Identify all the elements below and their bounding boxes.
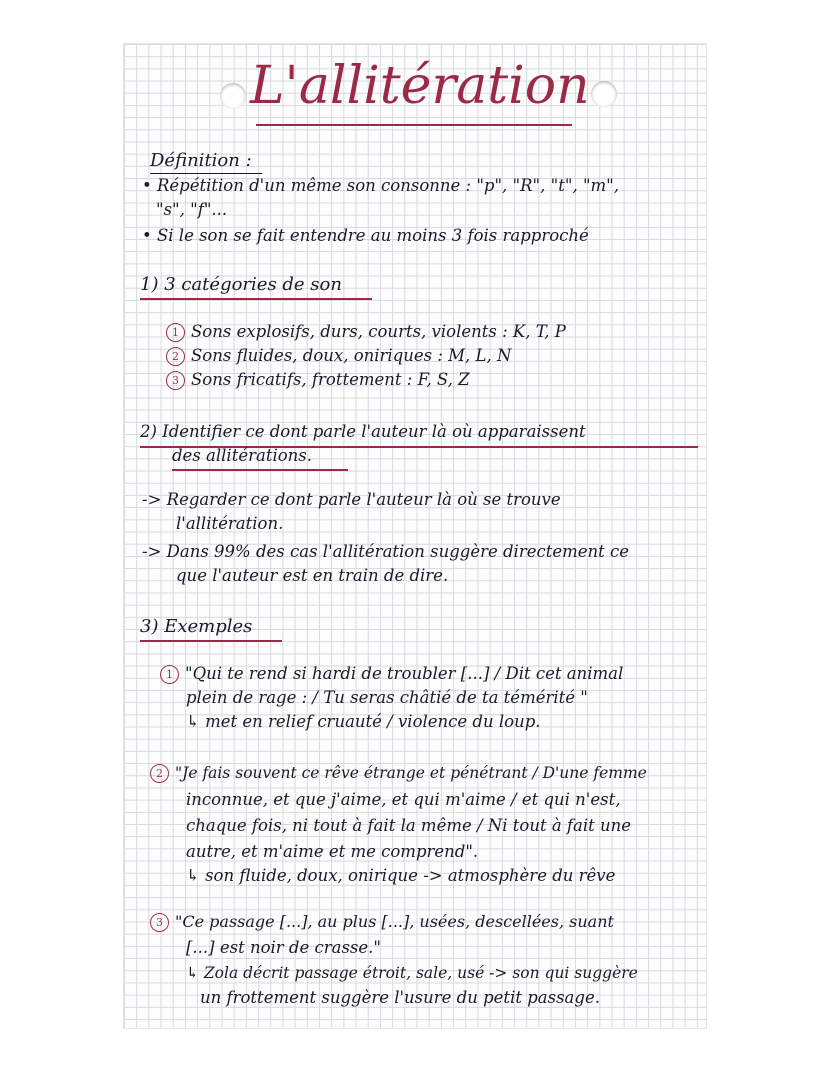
section1-item-text: Sons explosifs, durs, courts, violents : K, T, P: [191, 322, 566, 341]
example-2-line: chaque fois, ni tout à fait la même / Ni tout à fait une: [186, 816, 632, 835]
section1-underline: [140, 298, 372, 300]
section2-underline-2: [172, 469, 348, 471]
example-3-line: [...] est noir de crasse.": [186, 938, 382, 957]
example-3-text: "Ce passage [...], au plus [...], usées, descellées, suant: [175, 912, 614, 931]
circled-number: 2: [150, 764, 169, 783]
example-3-comment: ↳ Zola décrit passage étroit, sale, usé -> son qui suggère: [186, 964, 638, 982]
circled-number: 2: [166, 347, 185, 366]
section1-item: [166, 322, 566, 342]
section2-heading-line1: 2) Identifier ce dont parle l'auteur là où apparaissent: [140, 422, 586, 441]
example-1-text: "Qui te rend si hardi de troubler [...] / Dit cet animal: [185, 664, 624, 683]
section2-line: -> Regarder ce dont parle l'auteur là où se trouve: [142, 490, 561, 509]
example-2-line: autre, et m'aime et me comprend".: [186, 842, 479, 861]
example-2-line: [150, 764, 647, 783]
definition-label: Définition :: [150, 150, 252, 171]
circled-number: 3: [166, 371, 185, 390]
page-title: L'allitération: [250, 56, 590, 116]
example-2-text: "Je fais souvent ce rêve étrange et pénétrant / D'une femme: [175, 764, 647, 782]
definition-line-1: • Répétition d'un même son consonne : "p", "R", "t", "m",: [142, 176, 620, 195]
definition-line-3: • Si le son se fait entendre au moins 3 fois rapproché: [142, 226, 589, 245]
section1-item-text: Sons fluides, doux, oniriques : M, L, N: [191, 346, 512, 365]
section3-underline: [140, 640, 282, 642]
section2-line: -> Dans 99% des cas l'allitération suggère directement ce: [142, 542, 630, 561]
section2-line: que l'auteur est en train de dire.: [176, 566, 449, 585]
example-2-line: inconnue, et que j'aime, et qui m'aime / et qui n'est,: [186, 790, 621, 809]
definition-line-2: "s", "f"...: [156, 200, 228, 219]
section1-item: [166, 370, 470, 390]
example-1-line: plein de rage : / Tu seras châtié de ta témérité ": [186, 688, 588, 707]
section2-line: l'allitération.: [176, 514, 284, 533]
circled-number: 1: [160, 665, 179, 684]
example-1-comment: ↳ met en relief cruauté / violence du loup.: [186, 712, 541, 731]
title-underline: [256, 124, 572, 126]
example-3-line: [150, 912, 614, 932]
example-2-comment: ↳ son fluide, doux, onirique -> atmosphère du rêve: [186, 866, 616, 885]
section1-item-text: Sons fricatifs, frottement : F, S, Z: [191, 370, 470, 389]
section2-heading-line2: des allitérations.: [172, 446, 313, 465]
punch-hole-left: [220, 83, 246, 109]
example-1-line: [160, 664, 623, 684]
section3-heading: 3) Exemples: [140, 616, 253, 637]
circled-number: 1: [166, 323, 185, 342]
section1-item: [166, 346, 511, 366]
punch-hole-right: [591, 81, 617, 107]
circled-number: 3: [150, 913, 169, 932]
example-3-comment: un frottement suggère l'usure du petit passage.: [200, 988, 600, 1007]
definition-underline: [150, 173, 262, 174]
section1-heading: 1) 3 catégories de son: [140, 274, 342, 295]
